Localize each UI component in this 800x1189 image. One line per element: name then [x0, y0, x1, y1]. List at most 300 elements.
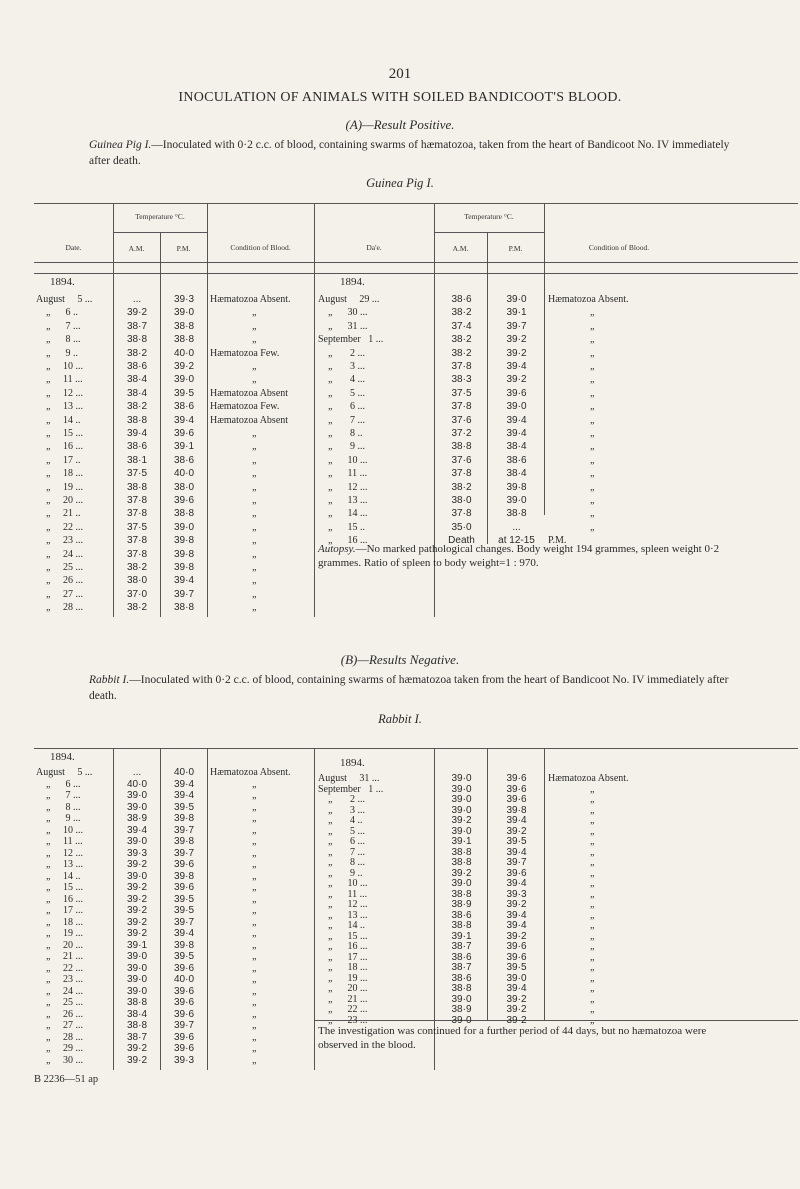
am-cell: Death: [448, 535, 475, 547]
condition-cell: „: [590, 941, 595, 952]
condition-cell: „: [590, 899, 595, 910]
pm-cell: 39·7: [506, 857, 527, 868]
condition-cell: Hæmatozoa Few.: [210, 347, 280, 359]
condition-cell: „: [252, 974, 257, 985]
am-cell: 39·0: [451, 1014, 472, 1026]
pm-cell: 39·2: [506, 930, 527, 942]
date-cell: „ 9 ...: [318, 441, 365, 453]
date-cell: „ 23 ...: [36, 974, 83, 985]
am-cell: 38·8: [451, 888, 472, 900]
condition-cell: „: [590, 495, 595, 506]
date-cell: „ 7 ...: [36, 790, 81, 801]
pm-cell: 39·4: [173, 575, 194, 587]
condition-cell: „: [590, 1014, 595, 1026]
am-cell: ...: [132, 767, 142, 778]
date-cell: „ 10 ...: [36, 824, 83, 836]
date-cell: „ 10 ...: [318, 454, 368, 466]
condition-cell: „: [252, 562, 257, 573]
am-cell: 39·0: [451, 783, 472, 795]
condition-cell: „: [252, 508, 257, 520]
autopsy-label: Autopsy.: [318, 543, 356, 555]
condition-cell: „: [590, 857, 595, 868]
condition-cell: „: [252, 1054, 257, 1066]
am-cell: 39·0: [126, 790, 147, 801]
condition-cell: Hæmatozoa Absent: [210, 387, 289, 399]
date-cell: „ 15 ...: [318, 930, 368, 942]
am-cell: 39·0: [126, 985, 147, 997]
am-cell: 39·2: [451, 867, 472, 879]
condition-cell: „: [590, 414, 595, 426]
pm-cell: 39·4: [173, 790, 194, 801]
condition-cell: „: [590, 909, 595, 921]
am-cell: 37·6: [451, 454, 472, 466]
year-left: 1894.: [50, 751, 75, 763]
am-cell: 38·9: [126, 813, 147, 824]
am-cell: 37·8: [451, 401, 472, 413]
header-condition: Condition of Blood.: [230, 243, 291, 252]
pm-cell: 38·8: [173, 602, 194, 614]
date-cell: „ 22 ...: [318, 1004, 368, 1015]
pm-cell: 38·4: [506, 468, 527, 480]
pm-cell: 40·0: [173, 347, 194, 359]
pm-cell: 39·8: [506, 804, 527, 816]
condition-cell: „: [252, 495, 257, 506]
pm-cell: 40·0: [173, 468, 194, 480]
pm-cell: 40·0: [173, 767, 194, 778]
date-cell: „ 4 ..: [318, 815, 363, 826]
page-heading: INOCULATION OF ANIMALS WITH SOILED BANDICOOT'S BLOOD.: [178, 90, 622, 105]
am-cell: 39·3: [126, 847, 147, 859]
date-cell: „ 11 ...: [318, 888, 368, 900]
pm-cell: 39·7: [173, 824, 194, 836]
pm-cell: 39·5: [173, 951, 194, 962]
condition-cell: „: [252, 548, 257, 560]
condition-cell: „: [590, 1004, 595, 1015]
pm-cell: 39·4: [506, 878, 527, 889]
pm-cell: 39·5: [173, 387, 194, 399]
condition-cell: „: [252, 1043, 257, 1054]
pm-cell: 39·6: [173, 997, 194, 1008]
condition-cell: „: [252, 859, 257, 870]
condition-cell: „: [252, 951, 257, 962]
table1-title: Guinea Pig I.: [366, 176, 434, 190]
section-a-body: —Inoculated with 0·2 c.c. of blood, containing swarms of hæmatozoa, taken from the heart of Bandicoot No. IV immediately after death.: [89, 139, 730, 167]
date-cell: „ 11 ...: [36, 836, 83, 847]
date-cell: „ 9 ..: [318, 867, 363, 879]
header-temperature: Temperature °C.: [135, 212, 185, 221]
condition-cell: „: [590, 804, 595, 816]
pm-cell: 39·3: [506, 888, 527, 900]
header-pm: P.M.: [176, 244, 191, 253]
date-cell: „ 26 ...: [36, 575, 83, 587]
pm-cell: 39·0: [506, 495, 527, 506]
date-cell: „ 21 ..: [36, 508, 81, 520]
pm-cell: 39·8: [173, 813, 194, 824]
condition-cell: Hæmatozoa Few.: [210, 401, 280, 413]
condition-cell: „: [590, 972, 595, 984]
date-cell: „ 21 ...: [318, 993, 368, 1005]
condition-cell: „: [590, 930, 595, 942]
date-cell: „ 29 ...: [36, 1043, 83, 1054]
am-cell: 37·8: [126, 535, 147, 547]
year-left: 1894.: [50, 276, 75, 288]
am-cell: 39·0: [451, 794, 472, 805]
date-cell: „ 15 ..: [318, 521, 365, 533]
am-cell: 39·2: [126, 905, 147, 916]
vline: [207, 748, 208, 1070]
condition-cell: „: [252, 916, 257, 928]
pm-cell: 39·6: [173, 882, 194, 893]
date-cell: „ 22 ...: [36, 962, 83, 974]
am-cell: 37·5: [451, 387, 472, 399]
date-cell: „ 13 ...: [318, 495, 368, 506]
condition-cell: „: [252, 307, 257, 319]
date-cell: „ 13 ...: [36, 401, 83, 413]
condition-cell: „: [252, 320, 257, 332]
section-a-title: (A)—Result Positive.: [345, 117, 455, 132]
am-cell: 39·2: [126, 1054, 147, 1066]
condition-cell: „: [590, 846, 595, 858]
am-cell: 38·4: [126, 387, 147, 399]
pm-cell: 39·7: [173, 916, 194, 928]
pm-cell: 39·4: [173, 928, 194, 939]
date-cell: „ 13 ...: [36, 859, 83, 870]
am-cell: 37·5: [126, 521, 147, 533]
condition-cell: „: [590, 993, 595, 1005]
am-cell: 39·0: [126, 951, 147, 962]
condition-cell: „: [590, 888, 595, 900]
am-cell: 38·9: [451, 1004, 472, 1015]
am-cell: 38·0: [451, 495, 472, 506]
date-cell: „ 8 ..: [318, 428, 363, 439]
am-cell: 37·6: [451, 414, 472, 426]
pm-cell: 39·2: [506, 334, 527, 346]
pm-cell: 39·6: [173, 985, 194, 997]
section-b-body: —Inoculated with 0·2 c.c. of blood, containing swarms of hæmatozoa taken from the heart of Bandicoot No. IV immediately after death.: [89, 674, 729, 702]
date-cell: „ 19 ...: [318, 972, 368, 984]
date-cell: „ 16 ...: [36, 893, 83, 905]
date-cell: „ 14 ..: [36, 414, 81, 426]
pm-cell: 39·6: [506, 941, 527, 952]
date-cell: „ 8 ...: [36, 334, 81, 346]
am-cell: 38·4: [126, 1008, 147, 1020]
condition-cell: „: [590, 428, 595, 439]
date-cell: „ 11 ...: [36, 374, 83, 386]
condition-cell: „: [590, 825, 595, 837]
vline: [434, 748, 435, 1070]
date-cell: „ 2 ...: [318, 794, 365, 805]
am-cell: 39·1: [451, 930, 472, 942]
am-cell: 38·9: [451, 899, 472, 910]
date-cell: „ 28 ...: [36, 602, 83, 614]
vline: [544, 748, 545, 1020]
am-cell: 38·2: [126, 347, 147, 359]
table2-title: Rabbit I.: [378, 712, 422, 726]
condition-cell: „: [252, 1031, 257, 1043]
am-cell: 37·8: [126, 548, 147, 560]
condition-cell: „: [590, 836, 595, 847]
condition-cell: „: [252, 454, 257, 466]
date-cell: „ 14 ..: [36, 870, 81, 882]
pm-cell: 39·6: [506, 951, 527, 963]
am-cell: 39·0: [451, 773, 472, 784]
pm-cell: 39·6: [506, 794, 527, 805]
autopsy-text: —No marked pathological changes. Body weight 194 grammes, spleen weight 0·2 grammes. Ratio of spleen to body weight=1 : 970.: [318, 543, 720, 569]
date-cell: „ 14 ...: [318, 508, 368, 520]
am-cell: 39·2: [126, 928, 147, 939]
am-cell: 38·4: [126, 374, 147, 386]
header-am-right: A.M.: [452, 244, 469, 253]
pm-cell: 39·5: [506, 962, 527, 973]
date-cell: „ 9 ..: [36, 347, 78, 359]
pm-cell: 39·3: [173, 1054, 194, 1066]
condition-cell: „: [590, 783, 595, 795]
condition-cell: Hæmatozoa Absent: [210, 414, 289, 426]
am-cell: 35·0: [451, 521, 472, 533]
pm-cell: 39·5: [173, 893, 194, 905]
am-cell: 38·8: [451, 846, 472, 858]
am-cell: 38·7: [126, 320, 147, 332]
date-cell: „ 10 ...: [36, 361, 83, 372]
pm-cell: 39·2: [506, 825, 527, 837]
pm-cell: 39·8: [506, 481, 527, 493]
header-date: Date.: [65, 243, 82, 252]
pm-cell: 39·8: [173, 870, 194, 882]
date-cell: „ 23 ...: [318, 1014, 368, 1026]
am-cell: 39·2: [126, 859, 147, 870]
am-cell: 37·2: [451, 428, 472, 439]
date-cell: „ 6 ...: [36, 778, 81, 790]
condition-cell: Hæmatozoa Absent.: [210, 294, 291, 305]
condition-cell: „: [590, 867, 595, 879]
am-cell: 38·6: [126, 361, 147, 372]
am-cell: 39·0: [451, 993, 472, 1005]
am-cell: 38·1: [126, 454, 147, 466]
section-a-animal: Guinea Pig I.: [89, 139, 152, 151]
condition-cell: „: [252, 361, 257, 372]
am-cell: 38·8: [126, 334, 147, 346]
am-cell: 39·2: [126, 1043, 147, 1054]
pm-cell: 39·1: [173, 441, 194, 453]
date-cell: „ 12 ...: [318, 481, 368, 493]
am-cell: 38·6: [451, 951, 472, 963]
year-right: 1894.: [340, 276, 365, 288]
date-cell: „ 25 ...: [36, 562, 83, 573]
am-cell: 39·0: [451, 825, 472, 837]
am-cell: 40·0: [126, 778, 147, 790]
date-cell: „ 9 ...: [36, 813, 81, 824]
am-cell: 38·3: [451, 374, 472, 386]
condition-cell: „: [252, 905, 257, 916]
date-cell: „ 19 ...: [36, 928, 83, 939]
am-cell: 39·4: [126, 824, 147, 836]
am-cell: 39·1: [126, 939, 147, 951]
am-cell: 39·0: [451, 878, 472, 889]
am-cell: 39·1: [451, 836, 472, 847]
pm-cell: 39·6: [173, 495, 194, 506]
condition-cell: „: [252, 939, 257, 951]
am-cell: 38·7: [451, 941, 472, 952]
date-cell: „ 4 ...: [318, 374, 365, 386]
am-cell: 37·8: [126, 495, 147, 506]
am-cell: 38·8: [451, 857, 472, 868]
pm-cell: 39·6: [173, 859, 194, 870]
pm-cell: 39·7: [173, 1020, 194, 1031]
am-cell: 38·6: [451, 972, 472, 984]
pm-cell: 39·0: [506, 294, 527, 305]
date-cell: „ 5 ...: [318, 825, 365, 837]
footer-signature: B 2236—51 ap: [34, 1074, 99, 1085]
pm-cell: 39·4: [506, 909, 527, 921]
condition-cell: „: [252, 997, 257, 1008]
date-cell: „ 12 ...: [36, 387, 83, 399]
am-cell: 39·2: [126, 307, 147, 319]
pm-cell: 40·0: [173, 974, 194, 985]
section-b-title: (B)—Results Negative.: [340, 652, 460, 667]
am-cell: 39·0: [126, 870, 147, 882]
am-cell: 39·0: [126, 801, 147, 813]
condition-cell: „: [252, 334, 257, 346]
condition-cell: „: [252, 870, 257, 882]
date-cell: „ 5 ...: [318, 387, 365, 399]
date-cell: „ 20 ...: [36, 939, 83, 951]
date-cell: „ 13 ...: [318, 909, 368, 921]
pm-cell: 39·3: [173, 294, 194, 305]
condition-cell: „: [252, 985, 257, 997]
am-cell: 37·8: [126, 508, 147, 520]
condition-cell: Hæmatozoa Absent.: [548, 294, 629, 305]
date-cell: „ 18 ...: [36, 468, 83, 480]
condition-cell: „: [252, 928, 257, 939]
pm-cell: 39·6: [506, 867, 527, 879]
condition-cell: „: [590, 481, 595, 493]
am-cell: 39·2: [126, 916, 147, 928]
pm-cell: 39·2: [506, 1014, 527, 1026]
pm-cell: 39·7: [173, 847, 194, 859]
am-cell: 39·2: [126, 893, 147, 905]
am-cell: 38·8: [451, 441, 472, 453]
date-cell: „ 25 ...: [36, 997, 83, 1008]
am-cell: 37·8: [451, 361, 472, 372]
pm-cell: 38·6: [506, 454, 527, 466]
am-cell: ...: [132, 294, 142, 305]
pm-cell: 38·6: [173, 401, 194, 413]
pm-cell: at 12-15: [498, 535, 535, 547]
date-cell: „ 21 ...: [36, 951, 83, 962]
date-cell: „ 27 ...: [36, 1020, 83, 1031]
condition-cell: „: [252, 441, 257, 453]
pm-cell: 38·8: [173, 320, 194, 332]
date-cell: August 5 ...: [36, 767, 93, 778]
page-number: 201: [388, 66, 412, 82]
date-cell: „ 23 ...: [36, 535, 83, 547]
date-cell: „ 18 ...: [318, 962, 368, 973]
pm-cell: 39·6: [173, 962, 194, 974]
condition-cell: „: [590, 361, 595, 372]
pm-cell: 38·8: [506, 508, 527, 520]
condition-cell: P.M.: [548, 535, 567, 547]
am-cell: 39·0: [126, 836, 147, 847]
date-cell: „ 8 ...: [36, 801, 81, 813]
investigation-note: The investigation was continued for a further period of 44 days, but no hæmatozoa were observed in the blood.: [318, 1025, 707, 1051]
condition-cell: „: [252, 893, 257, 905]
pm-cell: 39·8: [173, 562, 194, 573]
date-cell: „ 3 ...: [318, 804, 365, 816]
condition-cell: „: [252, 575, 257, 587]
am-cell: 37·4: [451, 320, 472, 332]
date-cell: „ 6 ..: [36, 307, 78, 319]
date-cell: „ 12 ...: [36, 847, 83, 859]
pm-cell: 39·5: [173, 801, 194, 813]
pm-cell: 39·6: [173, 1031, 194, 1043]
header-pm-right: P.M.: [508, 244, 523, 253]
date-cell: „ 30 ...: [318, 307, 368, 319]
date-cell: „ 18 ...: [36, 916, 83, 928]
condition-cell: „: [590, 508, 595, 520]
condition-cell: „: [590, 387, 595, 399]
pm-cell: 39·6: [506, 387, 527, 399]
condition-cell: „: [252, 813, 257, 824]
condition-cell: „: [590, 521, 595, 533]
am-cell: 38·6: [451, 294, 472, 305]
am-cell: 38·0: [126, 575, 147, 587]
condition-cell: „: [252, 428, 257, 439]
condition-cell: „: [590, 951, 595, 963]
date-cell: „ 10 ...: [318, 878, 368, 889]
am-cell: 39·0: [126, 974, 147, 985]
pm-cell: 39·1: [506, 307, 527, 319]
date-cell: September 1 ...: [318, 783, 384, 795]
section-b-animal: Rabbit I.: [89, 674, 130, 686]
pm-cell: 39·7: [506, 320, 527, 332]
am-cell: 38·8: [126, 414, 147, 426]
pm-cell: 39·0: [506, 401, 527, 413]
am-cell: 38·8: [126, 997, 147, 1008]
condition-cell: „: [252, 882, 257, 893]
date-cell: „ 2 ...: [318, 347, 365, 359]
pm-cell: 39·8: [173, 535, 194, 547]
am-cell: 38·2: [451, 334, 472, 346]
am-cell: 38·8: [451, 920, 472, 931]
pm-cell: ...: [512, 521, 521, 533]
pm-cell: 39·4: [506, 428, 527, 439]
am-cell: 37·8: [451, 508, 472, 520]
pm-cell: 39·5: [173, 905, 194, 916]
condition-cell: Hæmatozoa Absent.: [548, 773, 629, 784]
pm-cell: 39·0: [173, 307, 194, 319]
rule-top: [34, 748, 798, 749]
pm-cell: 39·4: [506, 414, 527, 426]
pm-cell: 39·4: [173, 414, 194, 426]
am-cell: 39·2: [451, 815, 472, 826]
am-cell: 39·0: [126, 962, 147, 974]
condition-cell: „: [252, 836, 257, 847]
date-cell: „ 11 ...: [318, 468, 368, 480]
pm-cell: 39·2: [506, 374, 527, 386]
condition-cell: „: [252, 790, 257, 801]
pm-cell: 39·4: [173, 778, 194, 790]
pm-cell: 39·7: [173, 588, 194, 600]
am-cell: 38·2: [451, 481, 472, 493]
date-cell: „ 14 ..: [318, 920, 365, 931]
date-cell: „ 20 ...: [36, 495, 83, 506]
date-cell: „ 7 ...: [318, 846, 365, 858]
am-cell: 38·2: [126, 602, 147, 614]
pm-cell: 39·8: [173, 939, 194, 951]
am-cell: 39·2: [126, 882, 147, 893]
am-cell: 38·7: [126, 1031, 147, 1043]
date-cell: „ 19 ...: [36, 481, 83, 493]
